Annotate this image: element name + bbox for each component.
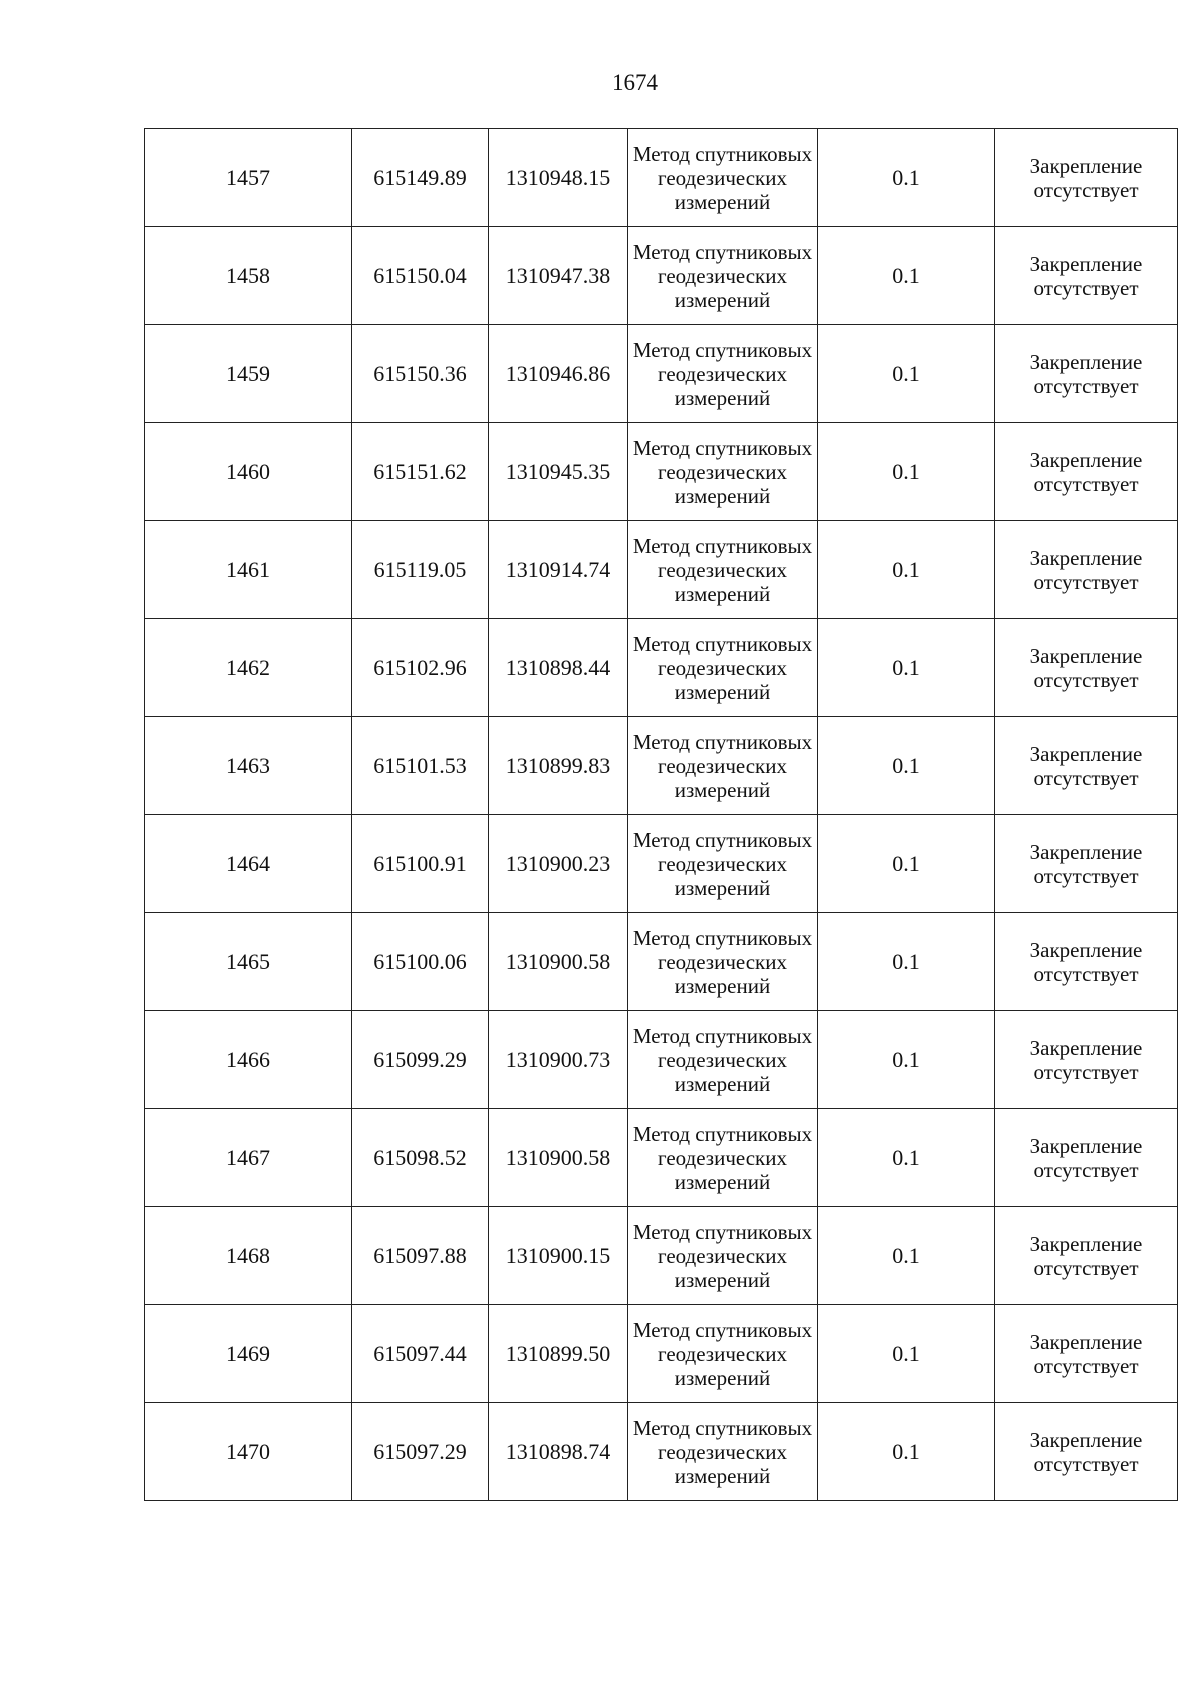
point-number-cell: 1458 (145, 227, 352, 325)
point-number-cell: 1460 (145, 423, 352, 521)
table-row (145, 521, 1178, 619)
method-cell: Метод спутниковых геодезических измерений (628, 423, 818, 521)
fixing-cell: Закрепление отсутствует (995, 815, 1178, 913)
x-coordinate-cell: 615149.89 (352, 129, 489, 227)
x-coordinate-cell: 615100.91 (352, 815, 489, 913)
method-cell: Метод спутниковых геодезических измерений (628, 717, 818, 815)
y-coordinate-cell: 1310899.50 (489, 1305, 628, 1403)
y-coordinate-cell: 1310946.86 (489, 325, 628, 423)
accuracy-cell: 0.1 (818, 129, 995, 227)
accuracy-cell: 0.1 (818, 1305, 995, 1403)
fixing-cell: Закрепление отсутствует (995, 1305, 1178, 1403)
table-row (145, 227, 1178, 325)
point-number-cell: 1468 (145, 1207, 352, 1305)
table-row (145, 619, 1178, 717)
point-number-cell: 1467 (145, 1109, 352, 1207)
fixing-cell: Закрепление отсутствует (995, 521, 1178, 619)
accuracy-cell: 0.1 (818, 717, 995, 815)
y-coordinate-cell: 1310945.35 (489, 423, 628, 521)
method-cell: Метод спутниковых геодезических измерений (628, 1207, 818, 1305)
fixing-cell: Закрепление отсутствует (995, 423, 1178, 521)
x-coordinate-cell: 615119.05 (352, 521, 489, 619)
point-number-cell: 1464 (145, 815, 352, 913)
coordinates-table-body (145, 129, 1178, 1501)
x-coordinate-cell: 615102.96 (352, 619, 489, 717)
accuracy-cell: 0.1 (818, 227, 995, 325)
accuracy-cell: 0.1 (818, 1011, 995, 1109)
method-cell: Метод спутниковых геодезических измерений (628, 227, 818, 325)
accuracy-cell: 0.1 (818, 619, 995, 717)
point-number-cell: 1470 (145, 1403, 352, 1501)
y-coordinate-cell: 1310947.38 (489, 227, 628, 325)
x-coordinate-cell: 615099.29 (352, 1011, 489, 1109)
accuracy-cell: 0.1 (818, 815, 995, 913)
method-cell: Метод спутниковых геодезических измерений (628, 129, 818, 227)
fixing-cell: Закрепление отсутствует (995, 227, 1178, 325)
point-number-cell: 1461 (145, 521, 352, 619)
method-cell: Метод спутниковых геодезических измерений (628, 1109, 818, 1207)
fixing-cell: Закрепление отсутствует (995, 129, 1178, 227)
y-coordinate-cell: 1310898.44 (489, 619, 628, 717)
accuracy-cell: 0.1 (818, 913, 995, 1011)
fixing-cell: Закрепление отсутствует (995, 1207, 1178, 1305)
point-number-cell: 1465 (145, 913, 352, 1011)
x-coordinate-cell: 615097.88 (352, 1207, 489, 1305)
table-row (145, 815, 1178, 913)
point-number-cell: 1469 (145, 1305, 352, 1403)
y-coordinate-cell: 1310900.58 (489, 913, 628, 1011)
y-coordinate-cell: 1310900.73 (489, 1011, 628, 1109)
y-coordinate-cell: 1310900.15 (489, 1207, 628, 1305)
accuracy-cell: 0.1 (818, 1403, 995, 1501)
x-coordinate-cell: 615098.52 (352, 1109, 489, 1207)
method-cell: Метод спутниковых геодезических измерений (628, 619, 818, 717)
method-cell: Метод спутниковых геодезических измерений (628, 1305, 818, 1403)
accuracy-cell: 0.1 (818, 1207, 995, 1305)
fixing-cell: Закрепление отсутствует (995, 325, 1178, 423)
accuracy-cell: 0.1 (818, 1109, 995, 1207)
point-number-cell: 1462 (145, 619, 352, 717)
table-row (145, 423, 1178, 521)
table-row (145, 1403, 1178, 1501)
y-coordinate-cell: 1310899.83 (489, 717, 628, 815)
y-coordinate-cell: 1310898.74 (489, 1403, 628, 1501)
table-row (145, 1011, 1178, 1109)
coordinates-table (144, 128, 1178, 1501)
point-number-cell: 1459 (145, 325, 352, 423)
method-cell: Метод спутниковых геодезических измерений (628, 1403, 818, 1501)
fixing-cell: Закрепление отсутствует (995, 717, 1178, 815)
table-row (145, 1305, 1178, 1403)
method-cell: Метод спутниковых геодезических измерений (628, 913, 818, 1011)
x-coordinate-cell: 615101.53 (352, 717, 489, 815)
fixing-cell: Закрепление отсутствует (995, 619, 1178, 717)
table-row (145, 129, 1178, 227)
table-row (145, 325, 1178, 423)
table-row (145, 717, 1178, 815)
x-coordinate-cell: 615150.36 (352, 325, 489, 423)
accuracy-cell: 0.1 (818, 423, 995, 521)
method-cell: Метод спутниковых геодезических измерений (628, 1011, 818, 1109)
x-coordinate-cell: 615150.04 (352, 227, 489, 325)
point-number-cell: 1463 (145, 717, 352, 815)
accuracy-cell: 0.1 (818, 325, 995, 423)
x-coordinate-cell: 615097.44 (352, 1305, 489, 1403)
page-number: 1674 (612, 70, 658, 95)
y-coordinate-cell: 1310948.15 (489, 129, 628, 227)
y-coordinate-cell: 1310900.23 (489, 815, 628, 913)
fixing-cell: Закрепление отсутствует (995, 913, 1178, 1011)
x-coordinate-cell: 615100.06 (352, 913, 489, 1011)
fixing-cell: Закрепление отсутствует (995, 1109, 1178, 1207)
table-row (145, 1207, 1178, 1305)
point-number-cell: 1457 (145, 129, 352, 227)
accuracy-cell: 0.1 (818, 521, 995, 619)
x-coordinate-cell: 615151.62 (352, 423, 489, 521)
table-row (145, 913, 1178, 1011)
y-coordinate-cell: 1310900.58 (489, 1109, 628, 1207)
fixing-cell: Закрепление отсутствует (995, 1011, 1178, 1109)
method-cell: Метод спутниковых геодезических измерений (628, 815, 818, 913)
y-coordinate-cell: 1310914.74 (489, 521, 628, 619)
fixing-cell: Закрепление отсутствует (995, 1403, 1178, 1501)
x-coordinate-cell: 615097.29 (352, 1403, 489, 1501)
method-cell: Метод спутниковых геодезических измерений (628, 521, 818, 619)
point-number-cell: 1466 (145, 1011, 352, 1109)
method-cell: Метод спутниковых геодезических измерений (628, 325, 818, 423)
table-row (145, 1109, 1178, 1207)
